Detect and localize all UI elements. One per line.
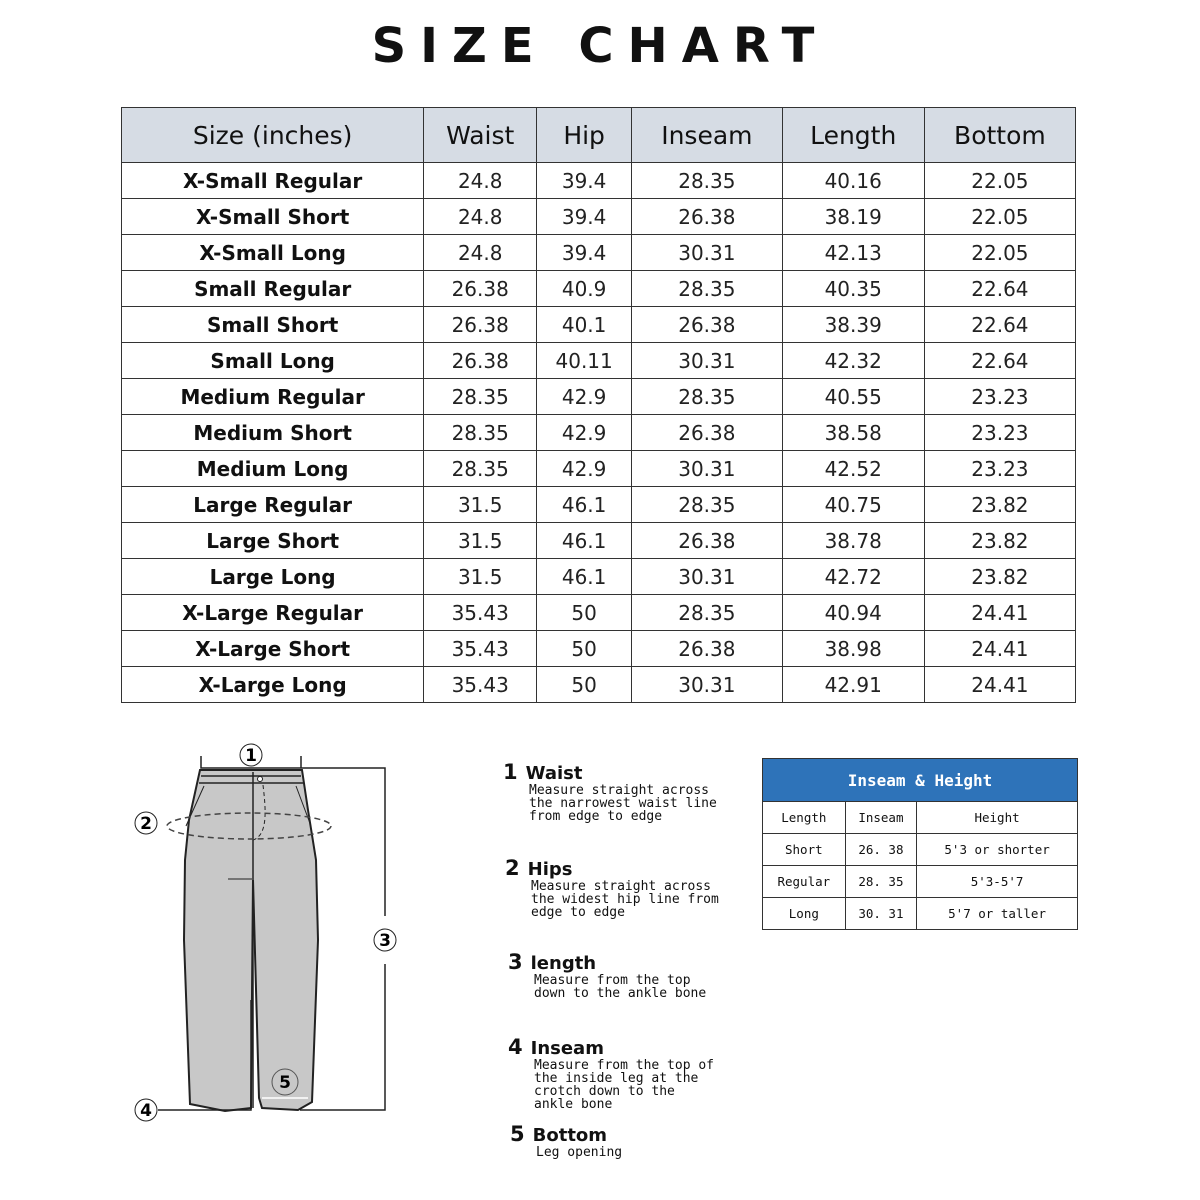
column-header: Size (inches) bbox=[122, 108, 424, 163]
guide-description: Measure from the top of the inside leg at the crotch down to the ankle bone bbox=[534, 1058, 715, 1112]
size-label: X-Small Regular bbox=[122, 163, 424, 199]
measurement-cell: 40.75 bbox=[782, 487, 924, 523]
measurement-cell: 40.55 bbox=[782, 379, 924, 415]
measurement-cell: 24.8 bbox=[424, 163, 537, 199]
measurement-cell: 26.38 bbox=[424, 307, 537, 343]
cell: Long bbox=[763, 898, 846, 930]
size-label: X-Small Short bbox=[122, 199, 424, 235]
measurement-cell: 42.9 bbox=[537, 415, 632, 451]
measurement-cell: 42.9 bbox=[537, 451, 632, 487]
measurement-cell: 23.23 bbox=[924, 379, 1075, 415]
table-row bbox=[763, 866, 1078, 898]
measurement-cell: 38.19 bbox=[782, 199, 924, 235]
measurement-cell: 23.82 bbox=[924, 487, 1075, 523]
measurement-cell: 22.64 bbox=[924, 307, 1075, 343]
table-row bbox=[763, 898, 1078, 930]
size-label: Small Regular bbox=[122, 271, 424, 307]
marker-2 bbox=[135, 812, 157, 834]
measure-guide-item bbox=[503, 760, 717, 823]
measurement-cell: 39.4 bbox=[537, 199, 632, 235]
guide-number: 5 bbox=[510, 1122, 525, 1146]
measurement-cell: 42.72 bbox=[782, 559, 924, 595]
measurement-cell: 30.31 bbox=[632, 235, 782, 271]
measurement-cell: 24.8 bbox=[424, 235, 537, 271]
guide-title: Bottom bbox=[532, 1125, 608, 1146]
measurement-cell: 22.05 bbox=[924, 235, 1075, 271]
measurement-cell: 46.1 bbox=[537, 487, 632, 523]
measurement-cell: 40.94 bbox=[782, 595, 924, 631]
size-label: X-Large Short bbox=[122, 631, 424, 667]
measurement-cell: 26.38 bbox=[632, 523, 782, 559]
measurement-cell: 22.64 bbox=[924, 343, 1075, 379]
guide-description: Measure from the top down to the ankle bone bbox=[534, 973, 707, 1001]
column-header: Height bbox=[917, 802, 1078, 834]
size-label: X-Large Regular bbox=[122, 595, 424, 631]
svg-text:1: 1 bbox=[245, 746, 257, 766]
cell: 28. 35 bbox=[845, 866, 916, 898]
measurement-cell: 26.38 bbox=[632, 199, 782, 235]
guide-title: Hips bbox=[527, 859, 573, 880]
size-label: X-Large Long bbox=[122, 667, 424, 703]
marker-4 bbox=[135, 1099, 157, 1121]
measurement-cell: 24.41 bbox=[924, 667, 1075, 703]
column-header: Hip bbox=[537, 108, 632, 163]
measurement-cell: 22.05 bbox=[924, 199, 1075, 235]
measurement-cell: 28.35 bbox=[424, 451, 537, 487]
guide-number: 3 bbox=[508, 950, 523, 974]
measurement-cell: 40.1 bbox=[537, 307, 632, 343]
column-header: Length bbox=[763, 802, 846, 834]
measurement-cell: 42.9 bbox=[537, 379, 632, 415]
size-label: Medium Long bbox=[122, 451, 424, 487]
measurement-cell: 31.5 bbox=[424, 487, 537, 523]
measurement-cell: 24.41 bbox=[924, 595, 1075, 631]
measurement-cell: 35.43 bbox=[424, 631, 537, 667]
measurement-cell: 28.35 bbox=[424, 415, 537, 451]
cell: Short bbox=[763, 834, 846, 866]
measurement-cell: 23.23 bbox=[924, 451, 1075, 487]
column-header: Inseam bbox=[845, 802, 916, 834]
measurement-cell: 50 bbox=[537, 595, 632, 631]
measurement-cell: 40.9 bbox=[537, 271, 632, 307]
marker-3 bbox=[374, 929, 396, 951]
size-label: Large Regular bbox=[122, 487, 424, 523]
size-label: Small Long bbox=[122, 343, 424, 379]
svg-text:2: 2 bbox=[140, 814, 152, 834]
measurement-cell: 38.98 bbox=[782, 631, 924, 667]
svg-text:3: 3 bbox=[379, 931, 391, 951]
measurement-cell: 30.31 bbox=[632, 451, 782, 487]
measurement-cell: 42.52 bbox=[782, 451, 924, 487]
guide-description: Measure straight across the narrowest waist line from edge to edge bbox=[529, 783, 717, 824]
measurement-cell: 39.4 bbox=[537, 235, 632, 271]
measurement-cell: 42.13 bbox=[782, 235, 924, 271]
size-label: Large Short bbox=[122, 523, 424, 559]
measurement-cell: 30.31 bbox=[632, 667, 782, 703]
measurement-cell: 28.35 bbox=[632, 163, 782, 199]
cell: Regular bbox=[763, 866, 846, 898]
measurement-cell: 50 bbox=[537, 667, 632, 703]
cell: 5'3-5'7 bbox=[917, 866, 1078, 898]
marker-1 bbox=[240, 744, 262, 766]
measurement-cell: 31.5 bbox=[424, 559, 537, 595]
measurement-cell: 26.38 bbox=[424, 343, 537, 379]
measurement-cell: 30.31 bbox=[632, 343, 782, 379]
size-label: Medium Short bbox=[122, 415, 424, 451]
measurement-cell: 28.35 bbox=[424, 379, 537, 415]
measure-guide-item bbox=[508, 950, 706, 1000]
measurement-cell: 46.1 bbox=[537, 523, 632, 559]
measurement-cell: 35.43 bbox=[424, 667, 537, 703]
guide-description: Leg opening bbox=[536, 1145, 623, 1160]
guide-description: Measure straight across the widest hip line from edge to edge bbox=[531, 879, 719, 920]
measurement-cell: 35.43 bbox=[424, 595, 537, 631]
size-label: Medium Regular bbox=[122, 379, 424, 415]
measurement-cell: 26.38 bbox=[632, 307, 782, 343]
measure-guide-item bbox=[510, 1122, 622, 1159]
measurement-cell: 38.78 bbox=[782, 523, 924, 559]
measurement-cell: 26.38 bbox=[632, 631, 782, 667]
measurement-cell: 40.16 bbox=[782, 163, 924, 199]
measurement-cell: 22.64 bbox=[924, 271, 1075, 307]
measurement-cell: 28.35 bbox=[632, 379, 782, 415]
measurement-cell: 46.1 bbox=[537, 559, 632, 595]
measurement-cell: 23.82 bbox=[924, 559, 1075, 595]
cell: 5'7 or taller bbox=[917, 898, 1078, 930]
measure-guide-item bbox=[505, 856, 719, 919]
measurement-cell: 38.58 bbox=[782, 415, 924, 451]
inseam-height-title: Inseam & Height bbox=[763, 759, 1078, 802]
guide-title: Waist bbox=[525, 763, 583, 784]
cell: 26. 38 bbox=[845, 834, 916, 866]
size-label: Small Short bbox=[122, 307, 424, 343]
measurement-cell: 39.4 bbox=[537, 163, 632, 199]
measurement-cell: 38.39 bbox=[782, 307, 924, 343]
measurement-cell: 31.5 bbox=[424, 523, 537, 559]
measurement-cell: 24.8 bbox=[424, 199, 537, 235]
measurement-cell: 22.05 bbox=[924, 163, 1075, 199]
measurement-cell: 28.35 bbox=[632, 595, 782, 631]
svg-text:5: 5 bbox=[279, 1073, 291, 1093]
guide-title: length bbox=[530, 953, 597, 974]
measurement-cell: 42.91 bbox=[782, 667, 924, 703]
measurement-cell: 23.82 bbox=[924, 523, 1075, 559]
inseam-height-table bbox=[762, 758, 1078, 930]
measurement-cell: 24.41 bbox=[924, 631, 1075, 667]
measurement-cell: 50 bbox=[537, 631, 632, 667]
size-label: Large Long bbox=[122, 559, 424, 595]
measurement-cell: 40.11 bbox=[537, 343, 632, 379]
column-header: Length bbox=[782, 108, 924, 163]
cell: 30. 31 bbox=[845, 898, 916, 930]
table-row bbox=[763, 834, 1078, 866]
measure-guide-item bbox=[508, 1035, 714, 1111]
measurement-cell: 28.35 bbox=[632, 487, 782, 523]
column-header: Bottom bbox=[924, 108, 1075, 163]
page-title: SIZE CHART bbox=[371, 18, 829, 74]
measurement-cell: 40.35 bbox=[782, 271, 924, 307]
inseam-header-row bbox=[763, 802, 1078, 834]
guide-number: 4 bbox=[508, 1035, 523, 1059]
guide-number: 2 bbox=[505, 856, 520, 880]
size-label: X-Small Long bbox=[122, 235, 424, 271]
measurement-cell: 42.32 bbox=[782, 343, 924, 379]
measurement-cell: 30.31 bbox=[632, 559, 782, 595]
guide-title: Inseam bbox=[530, 1038, 604, 1059]
cell: 5'3 or shorter bbox=[917, 834, 1078, 866]
measurement-cell: 28.35 bbox=[632, 271, 782, 307]
measurement-cell: 23.23 bbox=[924, 415, 1075, 451]
column-header: Inseam bbox=[632, 108, 782, 163]
column-header: Waist bbox=[424, 108, 537, 163]
measurement-cell: 26.38 bbox=[632, 415, 782, 451]
guide-number: 1 bbox=[503, 760, 518, 784]
measurement-cell: 26.38 bbox=[424, 271, 537, 307]
svg-text:4: 4 bbox=[140, 1101, 152, 1121]
